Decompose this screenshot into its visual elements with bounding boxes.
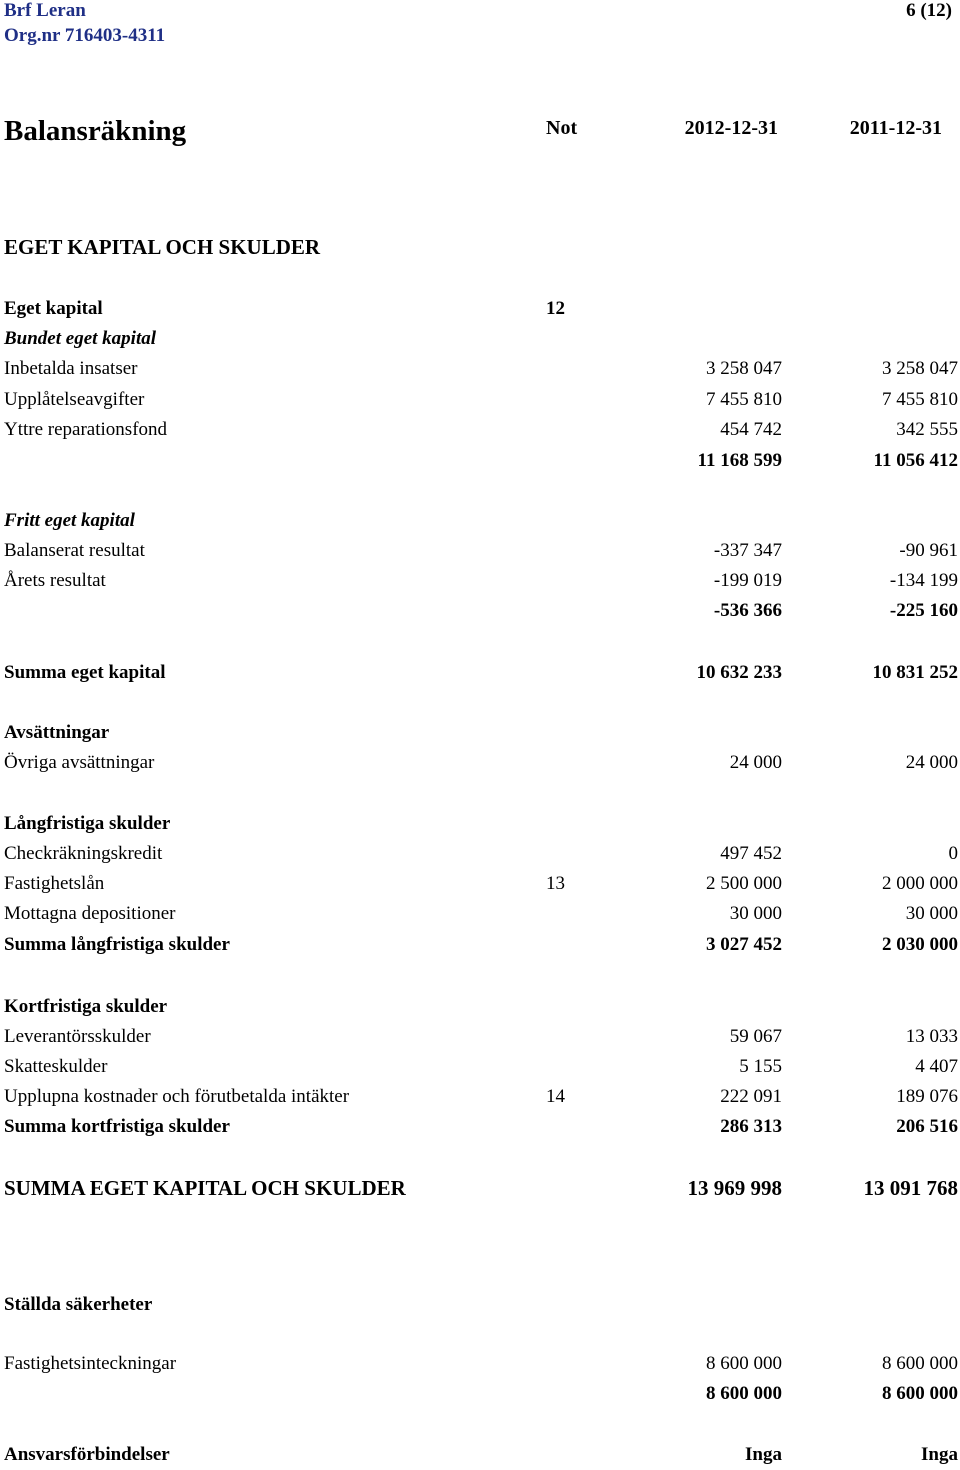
row-value-2012: -536 366 [713,600,782,621]
row-value-2011: 4 407 [915,1056,958,1077]
row-value-2011: 342 555 [896,419,958,440]
row-value-2011: -90 961 [899,540,958,561]
row-label: Summa kortfristiga skulder [4,1116,230,1137]
table-row [0,235,960,259]
table-row [0,995,960,1019]
table-row [0,1085,960,1109]
table-row [0,1443,960,1467]
row-value-2012: 11 168 599 [697,450,782,471]
row-label: Upplupna kostnader och förutbetalda intäkter [4,1086,350,1107]
row-value-2011: Inga [921,1444,958,1465]
row-value-2011: 0 [948,843,958,864]
page-number: 6 (12) [906,0,952,21]
row-value-2011: 10 831 252 [872,662,958,683]
row-label: Kortfristiga skulder [4,996,168,1017]
row-label: Fastighetsinteckningar [4,1353,177,1374]
table-row [0,812,960,836]
row-value-2012: 286 313 [720,1116,782,1137]
row-value-2012: -199 019 [713,570,782,591]
column-header-note: Not [546,117,578,139]
row-value-2012: Inga [745,1444,782,1465]
table-row [0,509,960,533]
row-label: Inbetalda insatser [4,358,138,379]
row-note: 13 [546,873,565,894]
row-value-2012: 222 091 [720,1086,782,1107]
row-value-2011: 30 000 [905,903,958,924]
row-label: Avsättningar [4,722,110,743]
table-row [0,388,960,412]
table-row [0,721,960,745]
table-row [0,1382,960,1406]
row-value-2012: 497 452 [720,843,782,864]
row-value-2012: 8 600 000 [706,1353,782,1374]
row-value-2011: 11 056 412 [873,450,958,471]
row-value-2011: 3 258 047 [882,358,958,379]
table-row [0,569,960,593]
row-label: Fastighetslån [4,873,105,894]
row-label: Långfristiga skulder [4,813,171,834]
row-label: Upplåtelseavgifter [4,389,145,410]
row-label: Skatteskulder [4,1056,108,1077]
row-value-2012: 30 000 [729,903,782,924]
row-note: 14 [546,1086,565,1107]
table-row [0,1115,960,1139]
row-value-2011: -225 160 [889,600,958,621]
org-name: Brf Leran [4,0,86,21]
row-value-2012: 59 067 [729,1026,782,1047]
row-value-2012: 2 500 000 [706,873,782,894]
table-row [0,872,960,896]
row-label: Ställda säkerheter [4,1294,153,1315]
column-header-2011: 2011-12-31 [849,117,942,139]
table-row [0,1176,960,1200]
row-value-2011: 13 033 [905,1026,958,1047]
row-label: EGET KAPITAL OCH SKULDER [4,235,321,259]
row-value-2012: 3 258 047 [706,358,782,379]
row-label: Summa långfristiga skulder [4,934,230,955]
table-row [0,327,960,351]
row-label: Eget kapital [4,298,103,319]
row-value-2012: 13 969 998 [687,1176,782,1200]
row-label: Årets resultat [4,570,106,591]
table-row [0,449,960,473]
row-label: SUMMA EGET KAPITAL OCH SKULDER [4,1176,406,1200]
row-value-2011: 8 600 000 [882,1383,958,1404]
row-value-2012: 24 000 [729,752,782,773]
org-number: Org.nr 716403-4311 [4,25,166,46]
row-value-2012: 7 455 810 [706,389,782,410]
row-value-2012: -337 347 [713,540,782,561]
table-row [0,933,960,957]
row-value-2011: 7 455 810 [882,389,958,410]
row-value-2012: 8 600 000 [706,1383,782,1404]
row-label: Balanserat resultat [4,540,145,561]
row-value-2011: 2 030 000 [882,934,958,955]
row-label: Fritt eget kapital [4,510,135,531]
table-row [0,1025,960,1049]
table-row [0,902,960,926]
row-value-2012: 10 632 233 [696,662,782,683]
row-label: Mottagna depositioner [4,903,176,924]
row-label: Summa eget kapital [4,662,166,683]
row-label: Checkräkningskredit [4,843,163,864]
table-row [0,357,960,381]
row-label: Yttre reparationsfond [4,419,168,440]
row-value-2012: 5 155 [739,1056,782,1077]
row-value-2012: 454 742 [720,419,782,440]
row-value-2011: 2 000 000 [882,873,958,894]
page-title: Balansräkning [4,115,187,147]
row-value-2011: 24 000 [905,752,958,773]
row-value-2012: 3 027 452 [706,934,782,955]
row-value-2011: 189 076 [896,1086,958,1107]
row-value-2011: 206 516 [896,1116,958,1137]
table-row [0,1352,960,1376]
row-value-2011: 8 600 000 [882,1353,958,1374]
row-label: Övriga avsättningar [4,752,155,773]
table-row [0,661,960,685]
table-row [0,599,960,623]
row-note: 12 [546,298,565,319]
table-row [0,539,960,563]
table-row [0,842,960,866]
row-label: Ansvarsförbindelser [4,1444,170,1465]
row-value-2011: -134 199 [889,570,958,591]
column-header-2012: 2012-12-31 [684,117,778,139]
table-row [0,1055,960,1079]
table-row [0,751,960,775]
table-row [0,1293,960,1317]
table-row [0,418,960,442]
row-label: Leverantörsskulder [4,1026,151,1047]
table-row [0,297,960,321]
row-value-2011: 13 091 768 [863,1176,958,1200]
row-label: Bundet eget kapital [4,328,156,349]
